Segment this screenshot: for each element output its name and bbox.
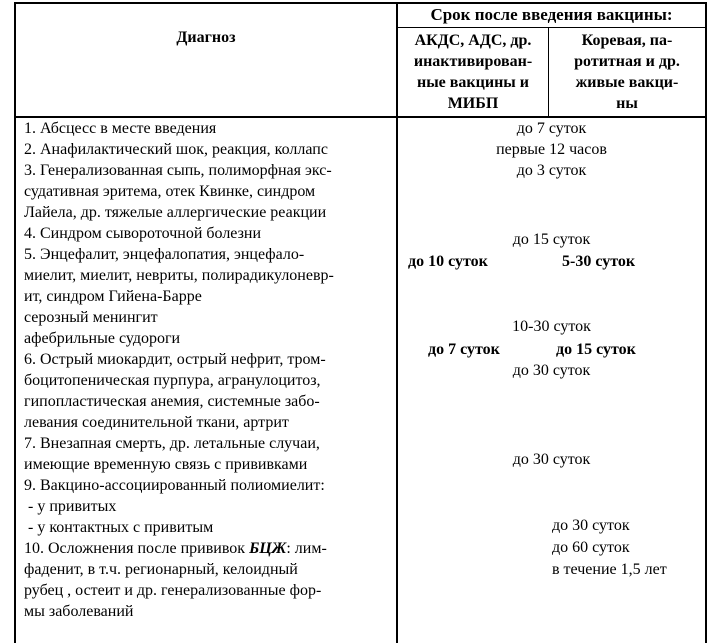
term-value-col2: до 30 суток xyxy=(552,517,630,534)
diagnosis-header: Диагноз xyxy=(176,29,236,46)
diagnosis-line: 3. Генерализованная сыпь, полиморфная экс- xyxy=(24,162,332,179)
diagnosis-line: рубец , остеит и др. генерализованные фор- xyxy=(24,582,322,599)
diagnosis-line: афебрильные судороги xyxy=(24,330,181,347)
diagnosis-line: миелит, миелит, невриты, полирадикулоневр- xyxy=(24,267,334,284)
term-value: первые 12 часов xyxy=(496,141,607,158)
term-value: до 15 суток xyxy=(512,231,591,248)
diagnosis-line: гипопластическая анемия, системные забо- xyxy=(24,393,320,410)
term-value-col1: до 10 суток xyxy=(408,253,488,270)
diagnosis-line: 10. Осложнения после прививок БЦЖ: лим- xyxy=(24,540,327,557)
diagnosis-line: 7. Внезапная смерть, др. летальные случаи, xyxy=(24,435,320,452)
diagnosis-line: - у привитых xyxy=(24,498,117,515)
diagnosis-line: боцитопеническая пурпура, агранулоцитоз, xyxy=(24,372,321,389)
term-value: до 30 суток xyxy=(512,451,591,468)
col1-header: АКДС, АДС, др. инактивирован- ные вакцины и МИБП xyxy=(413,32,533,112)
term-value-col2: до 60 суток xyxy=(552,539,630,556)
term-value-col2: до 15 суток xyxy=(556,341,636,358)
term-value-col2: в течение 1,5 лет xyxy=(552,561,667,578)
subheader-divider xyxy=(396,27,707,28)
diagnosis-line: левания соединительной ткани, артрит xyxy=(24,414,289,431)
col2-header: Коревая, па- ротитная и др. живые вакци- ны xyxy=(574,32,680,112)
term-value: 10-30 суток xyxy=(512,318,591,335)
diagnosis-line: 1. Абсцесс в месте введения xyxy=(24,120,217,137)
term-value: до 30 суток xyxy=(512,362,591,379)
diagnosis-line: Лайела, др. тяжелые аллергические реакции xyxy=(24,204,327,221)
term-value-col2: 5-30 суток xyxy=(562,253,636,270)
diagnosis-line: 6. Острый миокардит, острый нефрит, тром- xyxy=(24,351,326,368)
diagnosis-line: фаденит, в т.ч. регионарный, келоидный xyxy=(24,561,298,578)
term-header: Срок после введения вакцины: xyxy=(430,5,673,24)
diagnosis-line: мы заболеваний xyxy=(24,603,134,620)
diagnosis-line: 2. Анафилактический шок, реакция, коллапс xyxy=(24,141,328,158)
term-value-col1: до 7 суток xyxy=(428,341,500,358)
diagnosis-line: 4. Синдром сывороточной болезни xyxy=(24,225,262,242)
term-value: до 3 суток xyxy=(516,162,587,179)
term-value: до 7 суток xyxy=(516,120,587,137)
diagnosis-line: имеющие временную связь с прививками xyxy=(24,456,308,473)
bcg-label: БЦЖ xyxy=(249,540,287,557)
diagnosis-line: ит, синдром Гийена-Барре xyxy=(24,288,202,305)
diagnosis-line: 5. Энцефалит, энцефалопатия, энцефало- xyxy=(24,246,305,263)
diagnosis-list xyxy=(24,118,394,622)
diagnosis-line: судативная эритема, отек Квинке, синдром xyxy=(24,183,316,200)
table-left-border xyxy=(14,2,16,643)
diagnosis-line: 9. Вакцино-ассоциированный полиомиелит: xyxy=(24,477,325,494)
table-right-border xyxy=(705,2,707,643)
diagnosis-line: серозный менингит xyxy=(24,309,158,326)
diagnosis-line: - у контактных с привитым xyxy=(24,519,214,536)
